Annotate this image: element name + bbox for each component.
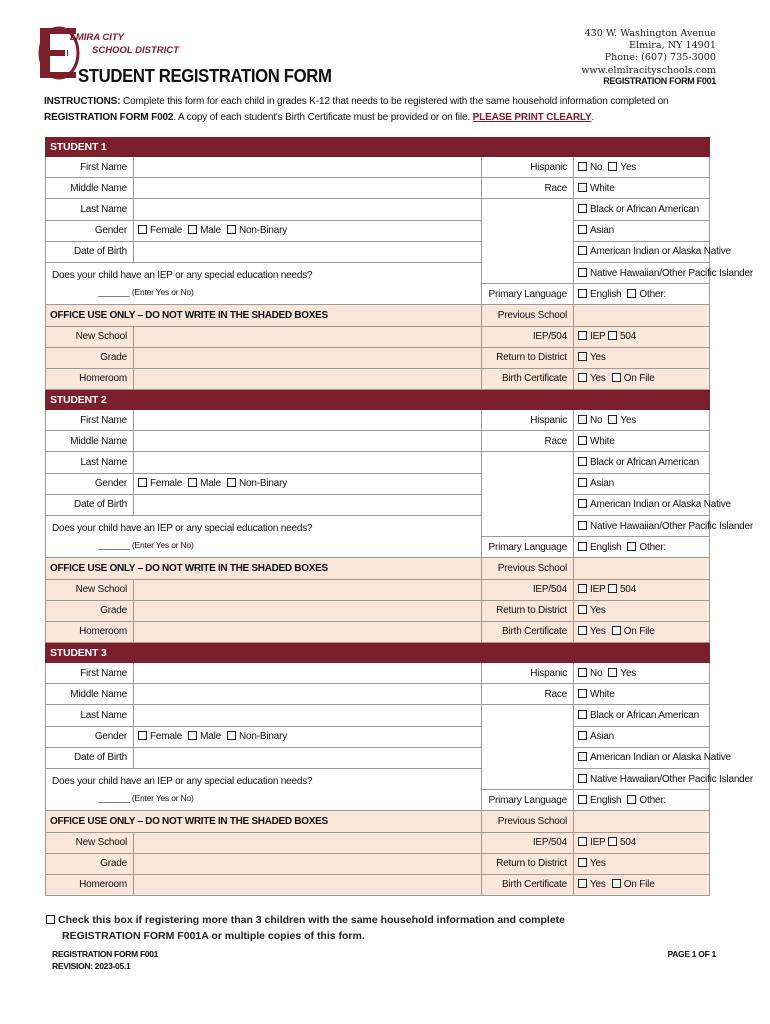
previous-school-field xyxy=(574,558,710,579)
instructions: INSTRUCTIONS: Complete this form for each child in grades K-12 that needs to be registered with the same household information completed on REGISTRATION FORM F002. A copy of each student's Birth Certificate must be provided or on file. PLEASE PRINT CLEARLY. xyxy=(44,96,669,123)
dob-field[interactable] xyxy=(134,747,482,768)
hispanic-label: Hispanic xyxy=(482,663,574,684)
homeroom-field xyxy=(134,874,482,895)
race-pacific-islander-checkbox[interactable] xyxy=(578,774,587,783)
dob-label: Date of Birth xyxy=(46,494,134,515)
grade-label: Grade xyxy=(46,600,134,621)
first-name-label: First Name xyxy=(46,410,134,431)
previous-school-field xyxy=(574,811,710,832)
middle-name-label: Middle Name xyxy=(46,178,134,199)
middle-name-field[interactable] xyxy=(134,178,482,199)
extra-children-notice: Check this box if registering more than 3 children with the same household information and complete REGISTRATION FORM F001A or multiple copies of this form. xyxy=(46,913,565,944)
form-title: STUDENT REGISTRATION FORM xyxy=(78,66,332,86)
homeroom-label: Homeroom xyxy=(46,368,134,389)
student-heading: STUDENT 3 xyxy=(46,644,710,663)
middle-name-field[interactable] xyxy=(134,684,482,705)
first-name-label: First Name xyxy=(46,663,134,684)
language-english-checkbox[interactable] xyxy=(578,542,587,551)
hispanic-no-checkbox[interactable] xyxy=(578,415,587,424)
race-white-checkbox[interactable] xyxy=(578,689,587,698)
gender-options: Female Male Non-Binary xyxy=(134,726,482,747)
race-american-indian-checkbox[interactable] xyxy=(578,752,587,761)
race-option: White xyxy=(574,431,710,452)
race-asian-checkbox[interactable] xyxy=(578,731,587,740)
iep-question[interactable]: Does your child have an IEP or any special education needs? _______ (Enter Yes or No) xyxy=(46,768,482,810)
new-school-field xyxy=(134,326,482,347)
hispanic-options: No Yes xyxy=(574,663,710,684)
return-options: Yes xyxy=(574,853,710,874)
previous-school-label: Previous School xyxy=(482,558,574,579)
race-american-indian-checkbox[interactable] xyxy=(578,246,587,255)
last-name-field[interactable] xyxy=(134,452,482,473)
birth-cert-label: Birth Certificate xyxy=(482,368,574,389)
page-number: PAGE 1 OF 1 xyxy=(667,949,716,959)
return-label: Return to District xyxy=(482,347,574,368)
hispanic-options: No Yes xyxy=(574,410,710,431)
504-checkbox[interactable] xyxy=(608,331,617,340)
birth-cert-options: Yes On File xyxy=(574,874,710,895)
birth-cert-yes-checkbox[interactable] xyxy=(578,879,587,888)
hispanic-yes-checkbox[interactable] xyxy=(608,162,617,171)
dob-label: Date of Birth xyxy=(46,747,134,768)
race-american-indian-checkbox[interactable] xyxy=(578,499,587,508)
language-english-checkbox[interactable] xyxy=(578,289,587,298)
race-option: Native Hawaiian/Other Pacific Islander xyxy=(574,768,710,789)
middle-name-field[interactable] xyxy=(134,431,482,452)
grade-field xyxy=(134,853,482,874)
gender-nonbinary-checkbox[interactable] xyxy=(227,225,236,234)
return-options: Yes xyxy=(574,347,710,368)
race-pacific-islander-checkbox[interactable] xyxy=(578,521,587,530)
previous-school-label: Previous School xyxy=(482,811,574,832)
gender-male-checkbox[interactable] xyxy=(188,478,197,487)
student-section xyxy=(45,643,754,896)
student-heading: STUDENT 2 xyxy=(46,391,710,410)
iep504-options: IEP 504 xyxy=(574,579,710,600)
race-asian-checkbox[interactable] xyxy=(578,478,587,487)
race-label: Race xyxy=(482,178,574,199)
first-name-field[interactable] xyxy=(134,410,482,431)
504-checkbox[interactable] xyxy=(608,837,617,846)
race-white-checkbox[interactable] xyxy=(578,183,587,192)
race-black-checkbox[interactable] xyxy=(578,204,587,213)
middle-name-label: Middle Name xyxy=(46,431,134,452)
form-code: REGISTRATION FORM F001 xyxy=(603,76,716,86)
return-yes-checkbox[interactable] xyxy=(578,352,587,361)
language-other-checkbox[interactable] xyxy=(627,795,636,804)
race-option: Black or African American xyxy=(574,452,710,473)
birth-cert-options: Yes On File xyxy=(574,368,710,389)
office-use-header: OFFICE USE ONLY – DO NOT WRITE IN THE SHADED BOXES xyxy=(46,811,482,832)
iep504-label: IEP/504 xyxy=(482,579,574,600)
primary-language-label: Primary Language xyxy=(482,790,574,811)
race-option: Black or African American xyxy=(574,199,710,220)
dob-field[interactable] xyxy=(134,241,482,262)
last-name-field[interactable] xyxy=(134,199,482,220)
504-checkbox[interactable] xyxy=(608,584,617,593)
birth-cert-label: Birth Certificate xyxy=(482,621,574,642)
race-option: Native Hawaiian/Other Pacific Islander xyxy=(574,515,710,536)
race-black-checkbox[interactable] xyxy=(578,710,587,719)
last-name-label: Last Name xyxy=(46,705,134,726)
homeroom-label: Homeroom xyxy=(46,874,134,895)
race-label: Race xyxy=(482,684,574,705)
gender-label: Gender xyxy=(46,473,134,494)
primary-language-label: Primary Language xyxy=(482,284,574,305)
hispanic-yes-checkbox[interactable] xyxy=(608,415,617,424)
previous-school-field xyxy=(574,305,710,326)
language-other-checkbox[interactable] xyxy=(627,289,636,298)
iep-checkbox[interactable] xyxy=(578,584,587,593)
birth-cert-on-file-checkbox[interactable] xyxy=(612,879,621,888)
gender-female-checkbox[interactable] xyxy=(138,225,147,234)
race-option: White xyxy=(574,178,710,199)
first-name-field[interactable] xyxy=(134,663,482,684)
iep-question[interactable]: Does your child have an IEP or any special education needs? _______ (Enter Yes or No) xyxy=(46,262,482,304)
race-white-checkbox[interactable] xyxy=(578,436,587,445)
homeroom-label: Homeroom xyxy=(46,621,134,642)
birth-cert-on-file-checkbox[interactable] xyxy=(612,626,621,635)
last-name-label: Last Name xyxy=(46,199,134,220)
return-yes-checkbox[interactable] xyxy=(578,605,587,614)
new-school-field xyxy=(134,579,482,600)
office-use-header: OFFICE USE ONLY – DO NOT WRITE IN THE SHADED BOXES xyxy=(46,305,482,326)
iep-checkbox[interactable] xyxy=(578,837,587,846)
race-option: Native Hawaiian/Other Pacific Islander xyxy=(574,262,710,283)
race-option: American Indian or Alaska Native xyxy=(574,494,710,515)
dob-field[interactable] xyxy=(134,494,482,515)
birth-cert-yes-checkbox[interactable] xyxy=(578,626,587,635)
last-name-label: Last Name xyxy=(46,452,134,473)
race-option: American Indian or Alaska Native xyxy=(574,241,710,262)
race-option: White xyxy=(574,684,710,705)
student-section xyxy=(45,137,754,390)
student-heading: STUDENT 1 xyxy=(46,138,710,157)
extra-children-checkbox[interactable] xyxy=(46,915,55,924)
hispanic-yes-checkbox[interactable] xyxy=(608,668,617,677)
primary-language-label: Primary Language xyxy=(482,537,574,558)
office-use-header: OFFICE USE ONLY – DO NOT WRITE IN THE SHADED BOXES xyxy=(46,558,482,579)
race-black-checkbox[interactable] xyxy=(578,457,587,466)
hispanic-options: No Yes xyxy=(574,157,710,178)
return-options: Yes xyxy=(574,600,710,621)
iep504-options: IEP 504 xyxy=(574,832,710,853)
grade-label: Grade xyxy=(46,853,134,874)
hispanic-label: Hispanic xyxy=(482,157,574,178)
student-section xyxy=(45,390,754,643)
iep504-label: IEP/504 xyxy=(482,832,574,853)
language-options: English Other: xyxy=(574,537,710,558)
race-option: American Indian or Alaska Native xyxy=(574,747,710,768)
race-option: Asian xyxy=(574,473,710,494)
race-label: Race xyxy=(482,431,574,452)
language-options: English Other: xyxy=(574,284,710,305)
gender-nonbinary-checkbox[interactable] xyxy=(227,478,236,487)
birth-cert-label: Birth Certificate xyxy=(482,874,574,895)
new-school-label: New School xyxy=(46,326,134,347)
iep504-options: IEP 504 xyxy=(574,326,710,347)
birth-cert-options: Yes On File xyxy=(574,621,710,642)
district-address: 430 W. Washington Avenue Elmira, NY 14901 Phone: (607) 735-3000 www.elmiracityschools.com xyxy=(581,28,716,76)
language-other-checkbox[interactable] xyxy=(627,542,636,551)
gender-male-checkbox[interactable] xyxy=(188,225,197,234)
new-school-field xyxy=(134,832,482,853)
grade-field xyxy=(134,347,482,368)
iep-question[interactable]: Does your child have an IEP or any special education needs? _______ (Enter Yes or No) xyxy=(46,515,482,557)
homeroom-field xyxy=(134,621,482,642)
return-label: Return to District xyxy=(482,853,574,874)
return-label: Return to District xyxy=(482,600,574,621)
homeroom-field xyxy=(134,368,482,389)
hispanic-no-checkbox[interactable] xyxy=(578,162,587,171)
district-name: LMIRA CITY SCHOOL DISTRICT xyxy=(70,32,179,56)
middle-name-label: Middle Name xyxy=(46,684,134,705)
race-pacific-islander-checkbox[interactable] xyxy=(578,268,587,277)
gender-male-checkbox[interactable] xyxy=(188,731,197,740)
race-asian-checkbox[interactable] xyxy=(578,225,587,234)
footer-form-info: REGISTRATION FORM F001 REVISION: 2023-05.1 xyxy=(52,949,159,971)
gender-label: Gender xyxy=(46,726,134,747)
first-name-field[interactable] xyxy=(134,157,482,178)
gender-nonbinary-checkbox[interactable] xyxy=(227,731,236,740)
last-name-field[interactable] xyxy=(134,705,482,726)
hispanic-no-checkbox[interactable] xyxy=(578,668,587,677)
hispanic-label: Hispanic xyxy=(482,410,574,431)
grade-field xyxy=(134,600,482,621)
return-yes-checkbox[interactable] xyxy=(578,858,587,867)
previous-school-label: Previous School xyxy=(482,305,574,326)
race-option: Black or African American xyxy=(574,705,710,726)
dob-label: Date of Birth xyxy=(46,241,134,262)
grade-label: Grade xyxy=(46,347,134,368)
gender-label: Gender xyxy=(46,220,134,241)
new-school-label: New School xyxy=(46,579,134,600)
birth-cert-on-file-checkbox[interactable] xyxy=(612,373,621,382)
race-option: Asian xyxy=(574,220,710,241)
race-option: Asian xyxy=(574,726,710,747)
gender-options: Female Male Non-Binary xyxy=(134,220,482,241)
new-school-label: New School xyxy=(46,832,134,853)
language-options: English Other: xyxy=(574,790,710,811)
gender-female-checkbox[interactable] xyxy=(138,478,147,487)
language-english-checkbox[interactable] xyxy=(578,795,587,804)
gender-female-checkbox[interactable] xyxy=(138,731,147,740)
birth-cert-yes-checkbox[interactable] xyxy=(578,373,587,382)
iep504-label: IEP/504 xyxy=(482,326,574,347)
iep-checkbox[interactable] xyxy=(578,331,587,340)
first-name-label: First Name xyxy=(46,157,134,178)
gender-options: Female Male Non-Binary xyxy=(134,473,482,494)
